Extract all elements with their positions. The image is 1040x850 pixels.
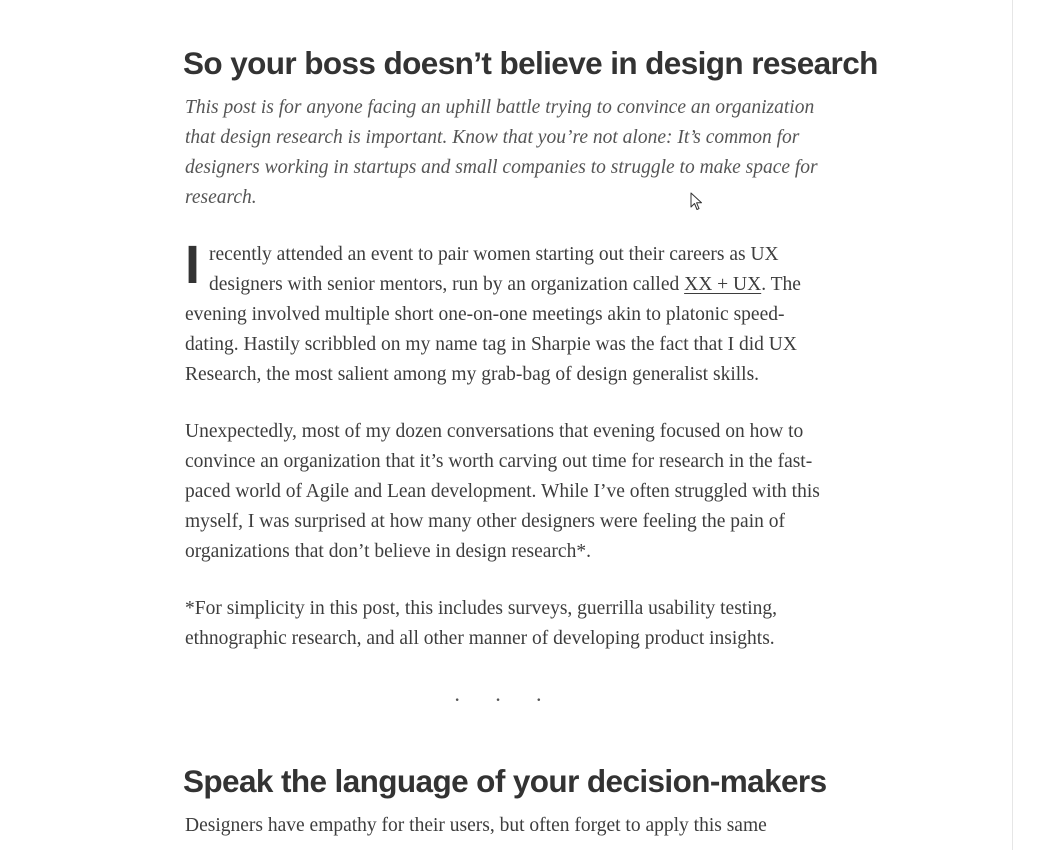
paragraph-3-footnote: *For simplicity in this post, this includes surveys, guerrilla usability testing, ethnographic research, and all other manner of developing product insights. bbox=[185, 598, 778, 649]
article-body bbox=[183, 38, 878, 841]
intro-paragraph: This post is for anyone facing an uphill battle trying to convince an organization that design research is important. Know that you’re not alone: It’s common for designers working in startups and small companies to struggle to make space for research. bbox=[185, 97, 818, 208]
paragraph-1-text-start: recently attended an event to pair women starting out their careers as UX designers with senior mentors, run by an organization called bbox=[209, 244, 779, 295]
paragraph-2: Unexpectedly, most of my dozen conversations that evening focused on how to convince an organization that it’s worth carving out time for research in the fast-paced world of Agile and Lean development. While I’ve often struggled with this myself, I was surprised at how many other designers were feeling the pain of organizations that don’t believe in design research*. bbox=[185, 421, 820, 562]
content-divider bbox=[1012, 0, 1013, 850]
mouse-cursor-icon bbox=[690, 192, 704, 212]
drop-cap: I bbox=[185, 235, 201, 295]
section-heading: Speak the language of your decision-makers bbox=[183, 763, 827, 799]
paragraph-1-text-end: . The evening involved multiple short one-on-one meetings akin to platonic speed-dating. Hastily scribbled on my name tag in Sharpie was the fact that I did UX Research, the most salient among my grab-bag of design generalist skills. bbox=[185, 274, 801, 385]
section-separator: · · · bbox=[453, 687, 557, 712]
xx-ux-link[interactable]: XX + UX bbox=[684, 274, 762, 295]
paragraph-4: Designers have empathy for their users, but often forget to apply this same bbox=[185, 815, 767, 836]
paragraph-1 bbox=[185, 235, 825, 390]
article-title: So your boss doesn’t believe in design research bbox=[183, 45, 878, 81]
